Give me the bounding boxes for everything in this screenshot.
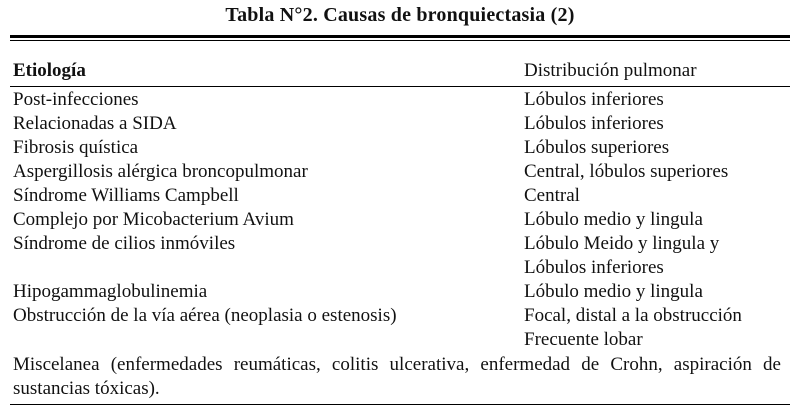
etiology-cell: Obstrucción de la vía aérea (neoplasia o estenosis)	[13, 305, 397, 326]
table-row	[0, 209, 800, 233]
top-rule	[10, 35, 790, 38]
etiology-cell: Complejo por Micobacterium Avium	[13, 209, 294, 230]
distribution-cell: Lóbulos inferiores	[524, 89, 664, 110]
table-row	[0, 305, 800, 329]
table-row	[0, 137, 800, 161]
table-row	[0, 257, 800, 281]
distribution-cell: Central, lóbulos superiores	[524, 161, 729, 182]
distribution-cell: Lóbulos inferiores	[524, 113, 664, 134]
distribution-cell: Lóbulos inferiores	[524, 257, 664, 278]
misc-note: Miscelanea (enfermedades reumáticas, colitis ulcerativa, enfermedad de Crohn, aspiración de sustancias tóxicas).	[13, 354, 781, 399]
etiology-cell: Hipogammaglobulinemia	[13, 281, 208, 302]
table-row	[0, 233, 800, 257]
distribution-cell: Lóbulo Meido y lingula y	[524, 233, 720, 254]
distribution-cell: Frecuente lobar	[524, 329, 643, 350]
distribution-cell: Focal, distal a la obstrucción	[524, 305, 742, 326]
header-rule	[10, 86, 790, 87]
table-body	[0, 89, 800, 353]
distribution-cell: Lóbulo medio y lingula	[524, 281, 703, 302]
table-row	[0, 161, 800, 185]
table-row	[0, 89, 800, 113]
header-distribution: Distribución pulmonar	[524, 60, 697, 81]
table-row	[0, 329, 800, 353]
etiology-cell: Síndrome Williams Campbell	[13, 185, 239, 206]
etiology-cell: Aspergillosis alérgica broncopulmonar	[13, 161, 308, 182]
top-rule-thin	[10, 40, 790, 41]
etiology-cell: Post-infecciones	[13, 89, 139, 110]
bottom-rule	[10, 404, 790, 405]
distribution-cell: Lóbulos superiores	[524, 137, 670, 158]
etiology-cell: Fibrosis quística	[13, 137, 139, 158]
table-row	[0, 281, 800, 305]
distribution-cell: Central	[524, 185, 580, 206]
etiology-cell: Síndrome de cilios inmóviles	[13, 233, 236, 254]
table-row	[0, 185, 800, 209]
header-etiology: Etiología	[13, 60, 86, 81]
table-title: Tabla N°2. Causas de bronquiectasia (2)	[225, 4, 575, 26]
etiology-cell: Relacionadas a SIDA	[13, 113, 177, 134]
table-row	[0, 113, 800, 137]
distribution-cell: Lóbulo medio y lingula	[524, 209, 703, 230]
